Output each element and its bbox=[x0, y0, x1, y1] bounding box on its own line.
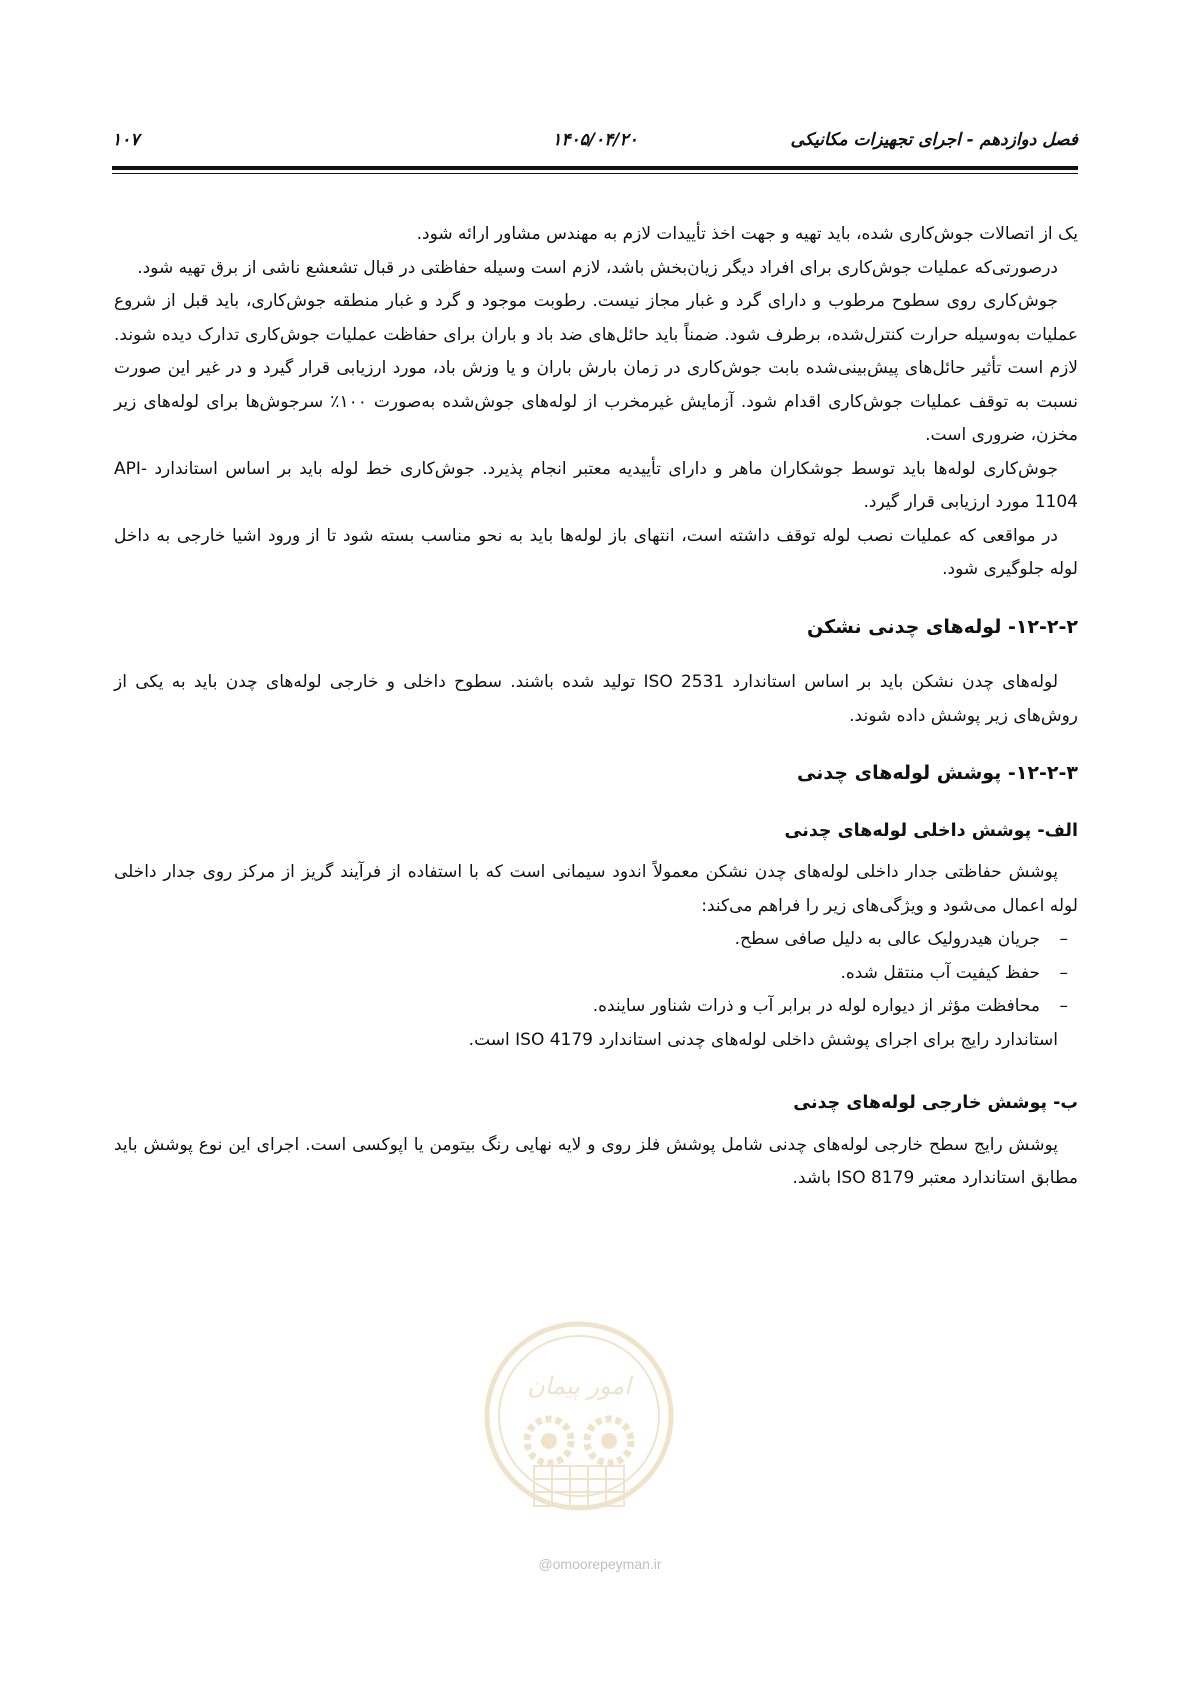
section-heading: ۱۲-۲-۲- لوله‌های چدنی نشکن bbox=[807, 615, 1078, 638]
watermark-logo-text: امور پیمان bbox=[527, 1372, 631, 1400]
paragraph: درصورتی‌که عملیات جوش‌کاری برای افراد دیگر زیان‌بخش باشد، لازم است وسیله حفاظتی در قبال تشعشع ناشی از برق تهیه شود. bbox=[137, 257, 1058, 278]
subsection-heading: ب- پوشش خارجی لوله‌های چدنی bbox=[793, 1093, 1078, 1113]
paragraph: جوش‌کاری روی سطوح مرطوب و دارای گرد و غبار مجاز نیست. رطوبت موجود و گرد و غبار منطقه جوش‌کاری، باید قبل از شروع عملیات به‌وسیله حرارت کنترل‌شده، برطرف شود. ضمناً باید حائل‌های ضد باد و باران برای حفاظت عملیات جوش‌کاری تدارک دیده شوند. لازم است تأثیر حائل‌های پیش‌بینی‌شده بابت جوش‌کاری در زمان بارش باران و یا وزش باد، مورد ارزیابی قرار گیرد و در غیر این صورت نسبت به توقف عملیات جوش‌کاری اقدام شود. آزمایش غیرمخرب از لوله‌های جوش‌شده به‌صورت ۱۰۰٪ سرجوش‌ها برای لوله‌های زیر مخزن، ضروری است. bbox=[114, 291, 1078, 445]
page-header bbox=[112, 126, 1078, 160]
subsection-heading: الف- پوشش داخلی لوله‌های چدنی bbox=[784, 820, 1078, 841]
list-item-text: جریان هیدرولیک عالی به دلیل صافی سطح. bbox=[734, 929, 1040, 949]
dash-bullet: – bbox=[1059, 929, 1068, 949]
header-date: ۱۴۰۵/۰۴/۲۰ bbox=[552, 130, 638, 150]
paragraph: پوشش رایج سطح خارجی لوله‌های چدنی شامل پوشش فلز روی و لایه نهایی رنگ بیتومن یا اپوکسی است. اجرای این نوع پوشش باید مطابق استاندارد معتبر ISO 8179 باشد. bbox=[114, 1134, 1078, 1188]
paragraph: استاندارد رایج برای اجرای پوشش داخلی لوله‌های چدنی استاندارد ISO 4179 است. bbox=[468, 1029, 1058, 1050]
list-item bbox=[114, 990, 1078, 1024]
paragraph: جوش‌کاری لوله‌ها باید توسط جوشکاران ماهر و دارای تأییدیه معتبر انجام پذیرد. جوش‌کاری خط لوله باید بر اساس استاندارد API-1104 مورد ارزیابی قرار گیرد. bbox=[114, 458, 1078, 512]
dash-bullet: – bbox=[1059, 962, 1068, 983]
paragraph: پوشش حفاظتی جدار داخلی لوله‌های چدن نشکن معمولاً اندود سیمانی است که با استفاده از فرآیند گریز از مرکز روی جدار داخلی لوله اعمال می‌شود و ویژگی‌های زیر را فراهم می‌کند: bbox=[114, 862, 1078, 916]
paragraph: لوله‌های چدن نشکن باید بر اساس استاندارد ISO 2531 تولید شده باشند. سطوح داخلی و خارجی لوله‌های چدن باید به یکی از روش‌های زیر پوشش داده شوند. bbox=[114, 672, 1078, 726]
at-icon: @ bbox=[538, 1556, 553, 1572]
bullet-list bbox=[114, 923, 1078, 1024]
paragraph: در مواقعی که عملیات نصب لوله توقف داشته است، انتهای باز لوله‌ها باید به نحو مناسب بسته شود تا از ورود اشیا خارجی به داخل لوله جلوگیری شود. bbox=[114, 525, 1078, 579]
chapter-title: فصل دوازدهم - اجرای تجهیزات مکانیکی bbox=[790, 130, 1078, 150]
header-rule-thick bbox=[112, 166, 1078, 170]
list-item bbox=[114, 957, 1078, 991]
section-heading: ۱۲-۲-۳- پوشش لوله‌های چدنی bbox=[797, 762, 1078, 784]
watermark-site-text: omoorepeyman.ir bbox=[552, 1556, 662, 1572]
list-item bbox=[114, 923, 1078, 957]
dash-bullet: – bbox=[1059, 996, 1068, 1016]
page-number: ۱۰۷ bbox=[112, 130, 140, 150]
page-body bbox=[114, 218, 1078, 1196]
header-rule-thin bbox=[112, 173, 1078, 174]
paragraph: یک از اتصالات جوش‌کاری شده، باید تهیه و جهت اخذ تأییدات لازم به مهندس مشاور ارائه شود. bbox=[416, 224, 1078, 244]
list-item-text: حفظ کیفیت آب منتقل شده. bbox=[840, 962, 1040, 983]
watermark-logo bbox=[479, 1316, 679, 1546]
list-item-text: محافظت مؤثر از دیواره لوله در برابر آب و ذرات شناور ساینده. bbox=[592, 996, 1040, 1016]
watermark-site bbox=[500, 1556, 700, 1572]
